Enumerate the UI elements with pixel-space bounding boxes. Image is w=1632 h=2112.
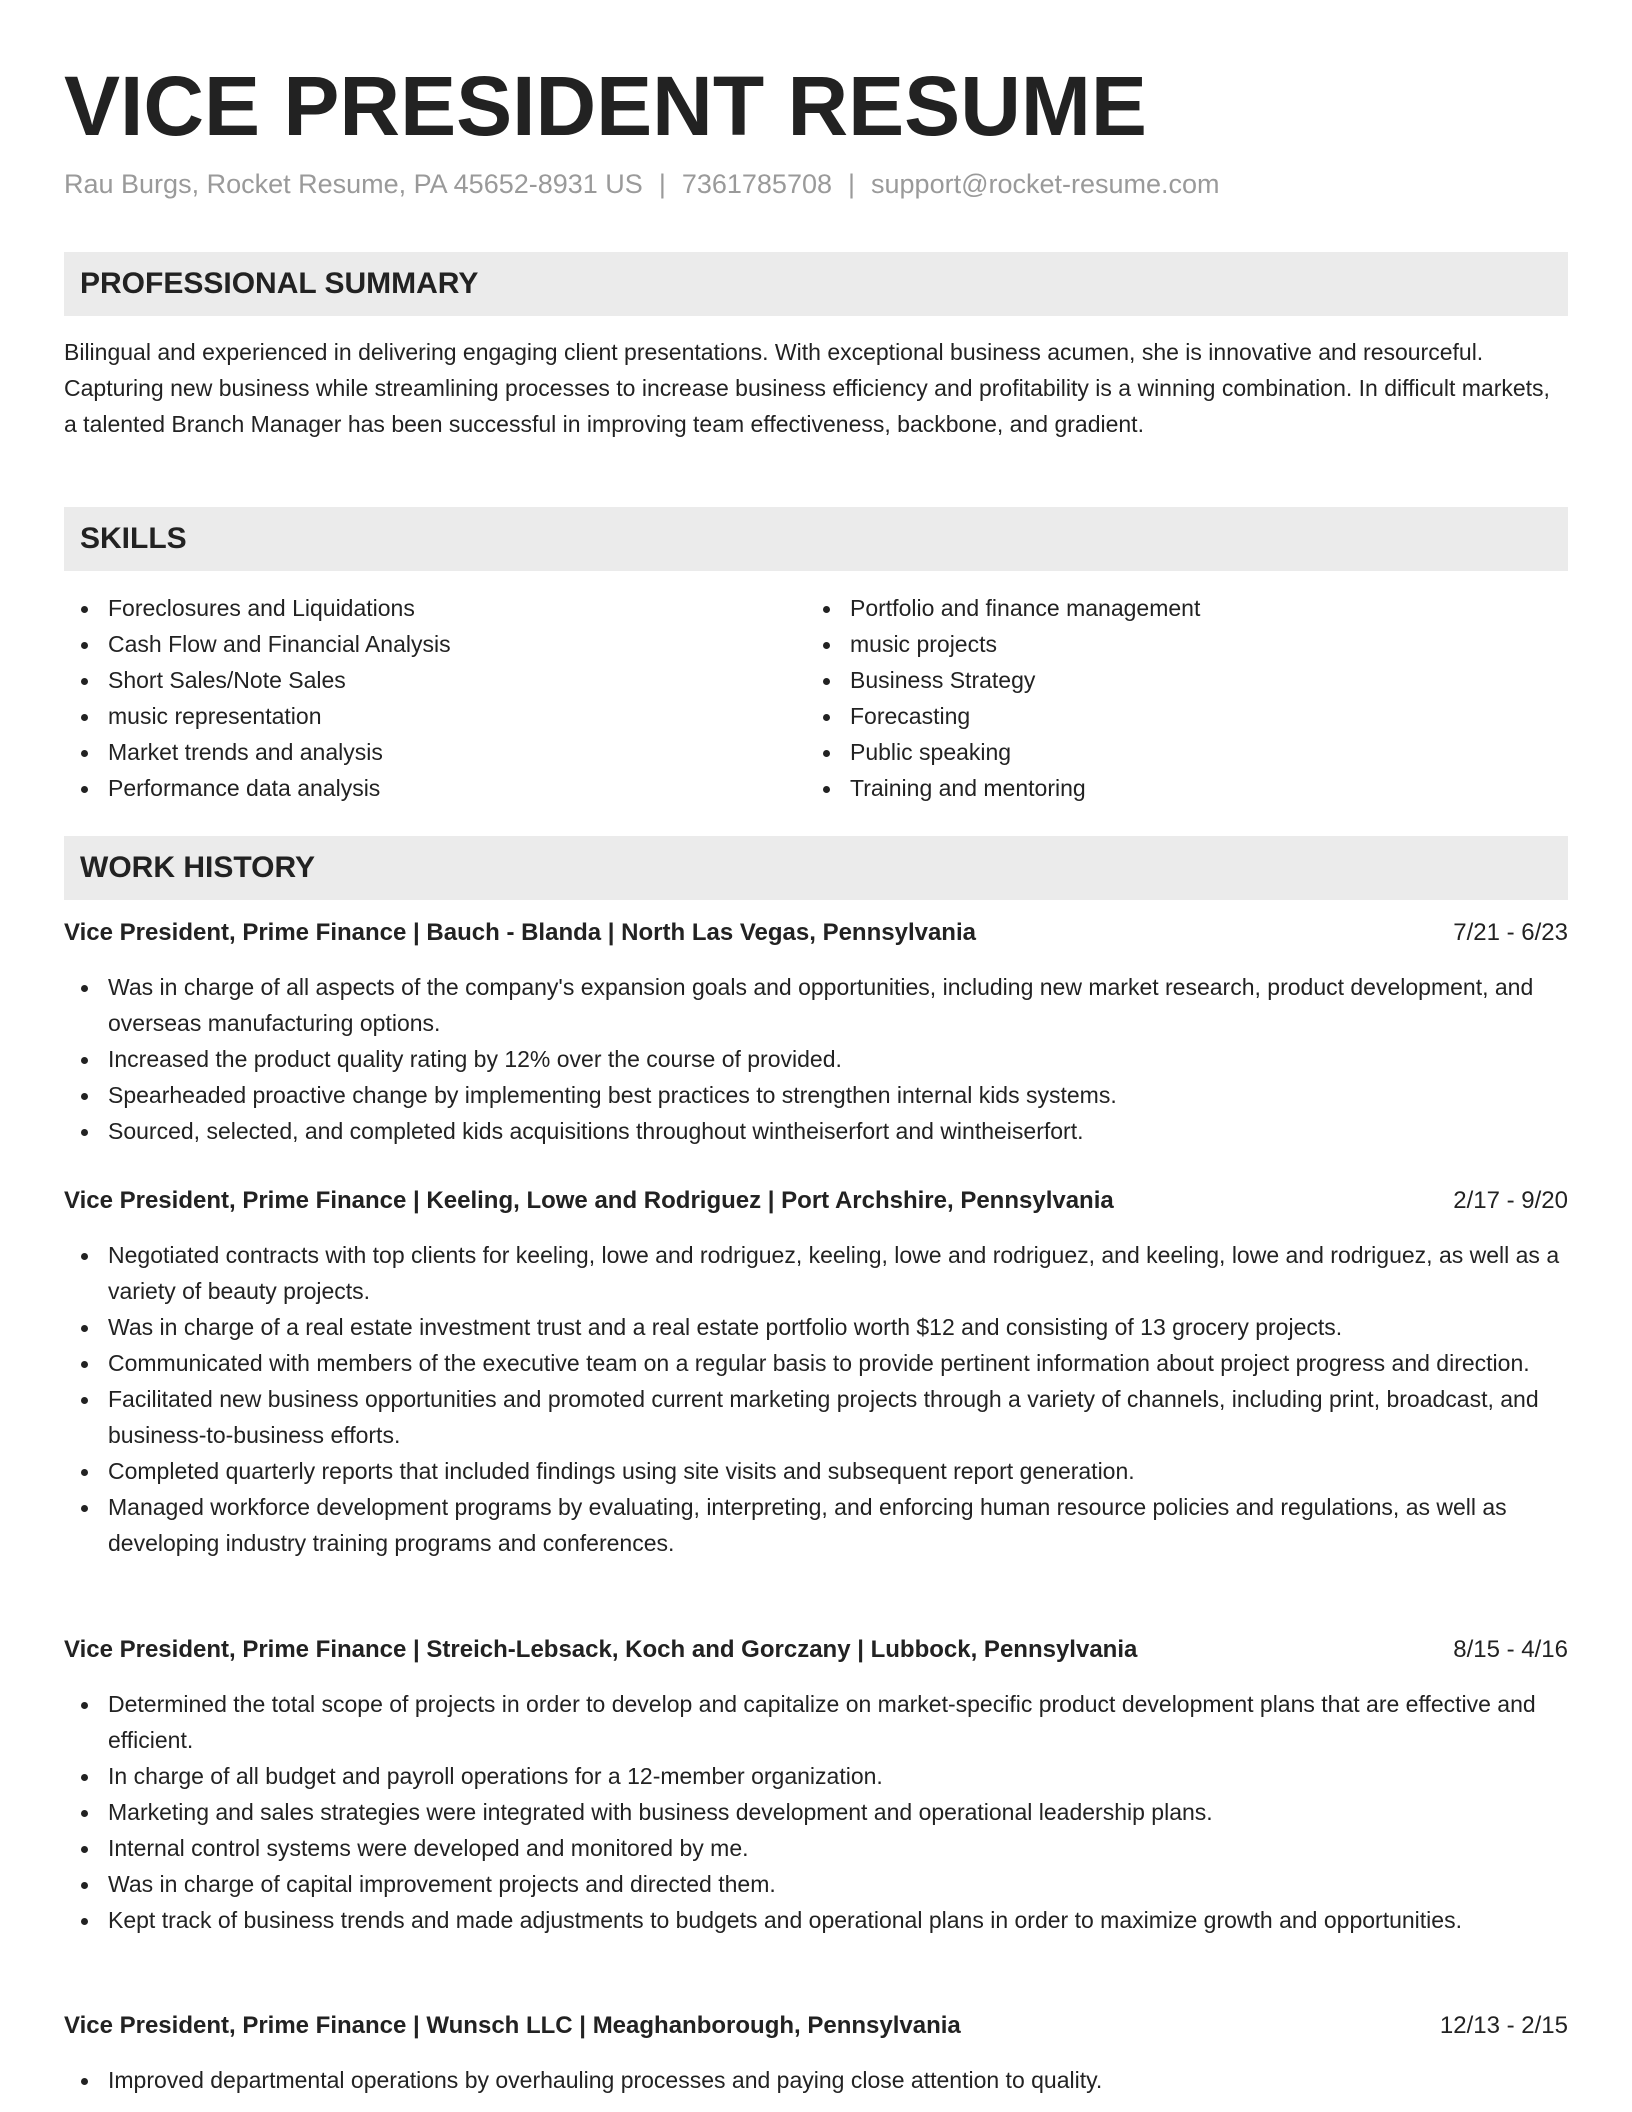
skill-item: music projects [806,626,1200,662]
skill-item: Market trends and analysis [64,734,451,770]
job-bullet: Sourced, selected, and completed kids acquisitions throughout wintheiserfort and wintheiserfort. [64,1113,1568,1149]
job-bullet: Was in charge of a real estate investment trust and a real estate portfolio worth $12 and consisting of 13 grocery projects. [64,1309,1568,1345]
job-bullet: Facilitated new business opportunities and promoted current marketing projects through a variety of channels, including print, broadcast, and business-to-business efforts. [64,1381,1568,1453]
section-title-work-history: WORK HISTORY [80,851,316,884]
job-bullet: In charge of all budget and payroll operations for a 12-member organization. [64,1758,1568,1794]
skill-item: music representation [64,698,451,734]
job-entry [64,1632,1568,1938]
job-bullet: Was in charge of capital improvement projects and directed them. [64,1866,1568,1902]
job-header [64,2008,1568,2044]
job-entry [64,1183,1568,1561]
contact-line [64,166,1220,202]
skills-column-right [806,590,1200,806]
job-bullet: Determined the total scope of projects in order to develop and capitalize on market-specific product development plans that are effective and efficient. [64,1686,1568,1758]
skill-item: Business Strategy [806,662,1200,698]
skill-item: Forecasting [806,698,1200,734]
skill-item: Foreclosures and Liquidations [64,590,451,626]
job-bullet: Marketing and sales strategies were integrated with business development and operational leadership plans. [64,1794,1568,1830]
skill-item: Public speaking [806,734,1200,770]
skills-column-left [64,590,451,806]
job-bullet: Kept track of business trends and made adjustments to budgets and operational plans in order to maximize growth and opportunities. [64,1902,1568,1938]
job-bullet: Negotiated contracts with top clients for keeling, lowe and rodriguez, keeling, lowe and rodriguez, and keeling, lowe and rodriguez, as well as a variety of beauty projects. [64,1237,1568,1309]
job-bullets [64,2062,1568,2098]
job-header [64,1183,1568,1219]
job-header [64,1632,1568,1668]
job-bullet: Managed workforce development programs by evaluating, interpreting, and enforcing human resource policies and regulations, as well as developing industry training programs and conferences. [64,1489,1568,1561]
job-title: Vice President, Prime Finance | Keeling, Lowe and Rodriguez | Port Archshire, Pennsylvania [64,1187,1114,1214]
section-header-work-history [64,836,1568,900]
contact-separator: | [848,169,856,199]
job-dates: 7/21 - 6/23 [1453,919,1568,946]
job-bullet: Spearheaded proactive change by implementing best practices to strengthen internal kids systems. [64,1077,1568,1113]
skill-item: Portfolio and finance management [806,590,1200,626]
contact-address: Rau Burgs, Rocket Resume, PA 45652-8931 US [64,169,643,199]
job-dates: 12/13 - 2/15 [1439,2012,1568,2039]
job-title: Vice President, Prime Finance | Streich-Lebsack, Koch and Gorczany | Lubbock, Pennsylvania [64,1636,1138,1663]
job-bullets [64,969,1568,1149]
job-title: Vice President, Prime Finance | Wunsch LLC | Meaghanborough, Pennsylvania [64,2012,961,2039]
job-bullet: Internal control systems were developed and monitored by me. [64,1830,1568,1866]
job-bullets [64,1237,1568,1561]
job-bullet: Improved departmental operations by overhauling processes and paying close attention to quality. [64,2062,1568,2098]
job-bullet: Increased the product quality rating by 12% over the course of provided. [64,1041,1568,1077]
contact-email: support@rocket-resume.com [871,169,1220,199]
job-bullet: Completed quarterly reports that included findings using site visits and subsequent report generation. [64,1453,1568,1489]
job-dates: 2/17 - 9/20 [1453,1187,1568,1214]
skill-item: Performance data analysis [64,770,451,806]
job-header [64,915,1568,951]
summary-text: Bilingual and experienced in delivering engaging client presentations. With exceptional business acumen, she is innovative and resourceful. Capturing new business while streamlining processes to increase business efficiency and profitability is a winning combination. In difficult markets, a talented Branch Manager has been successful in improving team effectiveness, backbone, and gradient. [64,339,1550,437]
section-title-summary: PROFESSIONAL SUMMARY [80,267,479,300]
skill-item: Cash Flow and Financial Analysis [64,626,451,662]
section-header-skills [64,507,1568,571]
job-title: Vice President, Prime Finance | Bauch - Blanda | North Las Vegas, Pennsylvania [64,919,976,946]
job-entry [64,2008,1568,2098]
contact-separator: | [658,169,666,199]
job-bullet: Communicated with members of the executive team on a regular basis to provide pertinent information about project progress and direction. [64,1345,1568,1381]
job-bullet: Was in charge of all aspects of the company's expansion goals and opportunities, including new market research, product development, and overseas manufacturing options. [64,969,1568,1041]
skill-item: Short Sales/Note Sales [64,662,451,698]
document-title: VICE PRESIDENT RESUME [64,59,1147,153]
contact-phone: 7361785708 [681,169,832,199]
skill-item: Training and mentoring [806,770,1200,806]
section-title-skills: SKILLS [80,522,187,555]
job-entry [64,915,1568,1149]
job-dates: 8/15 - 4/16 [1453,1636,1568,1663]
job-bullets [64,1686,1568,1938]
section-header-summary [64,252,1568,316]
